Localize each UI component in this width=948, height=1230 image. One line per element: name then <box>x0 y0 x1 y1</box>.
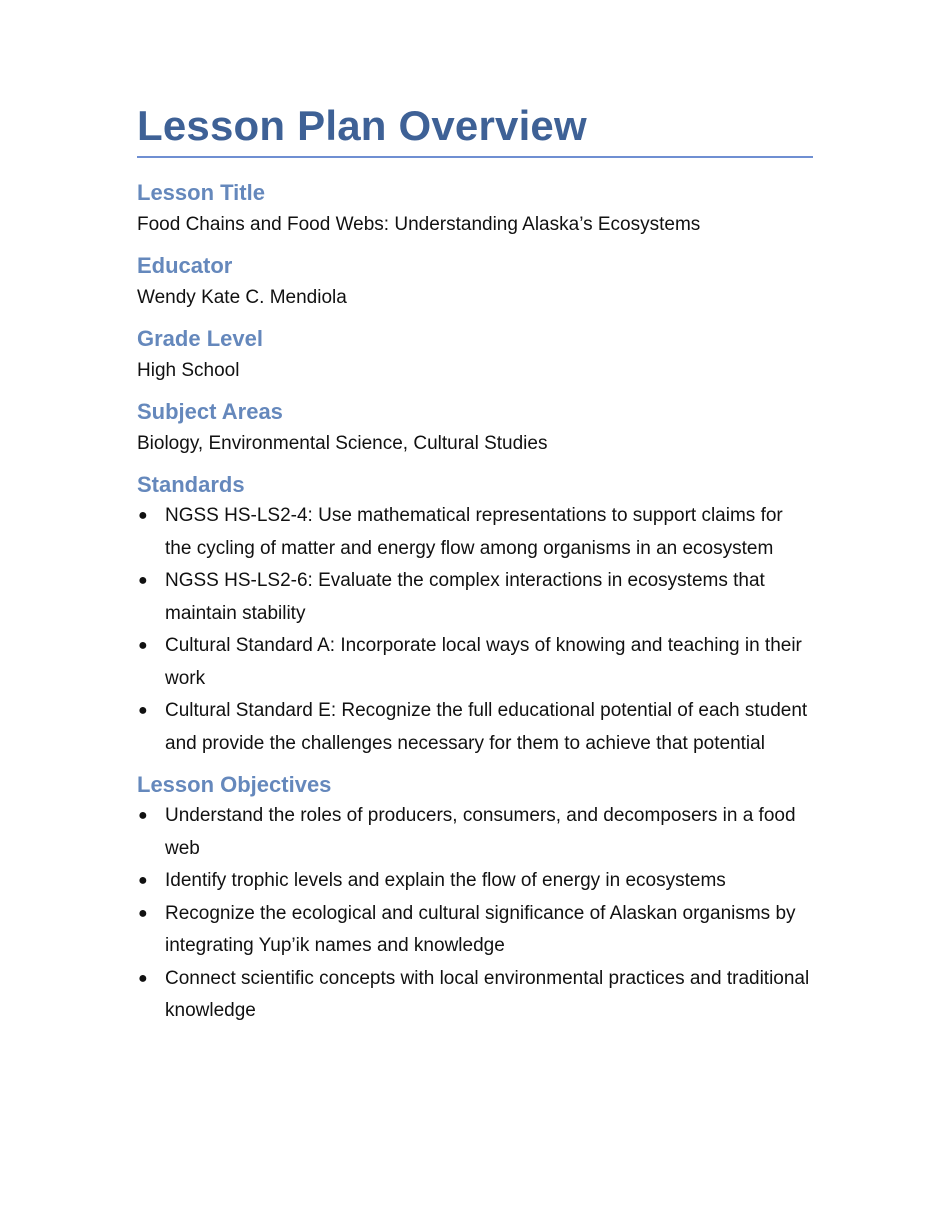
list-item <box>137 695 813 760</box>
section-heading: Educator <box>137 253 233 278</box>
section-value: Food Chains and Food Webs: Understanding Alaska’s Ecosystems <box>137 214 701 235</box>
section-heading: Lesson Objectives <box>137 772 332 797</box>
list-item-text: Connect scientific concepts with local environmental practices and traditional knowledge <box>165 967 810 1021</box>
standards-list <box>137 500 813 760</box>
section-value: High School <box>137 360 240 381</box>
list-item-text: Cultural Standard E: Recognize the full educational potential of each student and provide the challenges necessary for them to achieve that potential <box>165 700 808 754</box>
section-lesson-title <box>137 178 813 241</box>
bullet-icon: ● <box>138 807 148 824</box>
title-divider <box>137 156 813 158</box>
section-value: Biology, Environmental Science, Cultural Studies <box>137 433 548 454</box>
page-title: Lesson Plan Overview <box>137 102 587 149</box>
bullet-icon: ● <box>138 872 148 889</box>
section-subject-areas <box>137 397 813 460</box>
section-educator <box>137 251 813 314</box>
objectives-list <box>137 800 813 1028</box>
bullet-icon: ● <box>138 969 148 987</box>
list-item <box>137 898 813 963</box>
list-item <box>137 800 813 865</box>
list-item <box>137 630 813 695</box>
list-item-text: Understand the roles of producers, consumers, and decomposers in a food web <box>165 805 796 859</box>
list-item-text: NGSS HS-LS2-4: Use mathematical representations to support claims for the cycling of matter and energy flow among organisms in an ecosystem <box>165 505 783 559</box>
list-item-text: Recognize the ecological and cultural significance of Alaskan organisms by integrating Yup’ik names and knowledge <box>165 902 796 956</box>
list-item-text: Cultural Standard A: Incorporate local ways of knowing and teaching in their work <box>165 635 802 689</box>
section-heading: Lesson Title <box>137 180 265 205</box>
section-standards <box>137 470 813 760</box>
list-item-text: Identify trophic levels and explain the flow of energy in ecosystems <box>165 870 726 891</box>
bullet-icon: ● <box>138 702 148 719</box>
section-heading: Standards <box>137 472 245 497</box>
section-heading: Grade Level <box>137 326 263 351</box>
bullet-icon: ● <box>138 637 148 654</box>
bullet-icon: ● <box>138 572 148 589</box>
section-heading: Subject Areas <box>137 399 283 424</box>
list-item <box>137 865 813 898</box>
list-item <box>137 500 813 565</box>
section-lesson-objectives <box>137 770 813 1028</box>
bullet-icon: ● <box>138 507 148 524</box>
list-item <box>137 963 813 1028</box>
section-grade-level <box>137 324 813 387</box>
list-item <box>137 565 813 630</box>
document-page <box>137 96 813 1038</box>
bullet-icon: ● <box>138 904 148 922</box>
section-value: Wendy Kate C. Mendiola <box>137 287 347 308</box>
list-item-text: NGSS HS-LS2-6: Evaluate the complex interactions in ecosystems that maintain stability <box>165 570 765 624</box>
